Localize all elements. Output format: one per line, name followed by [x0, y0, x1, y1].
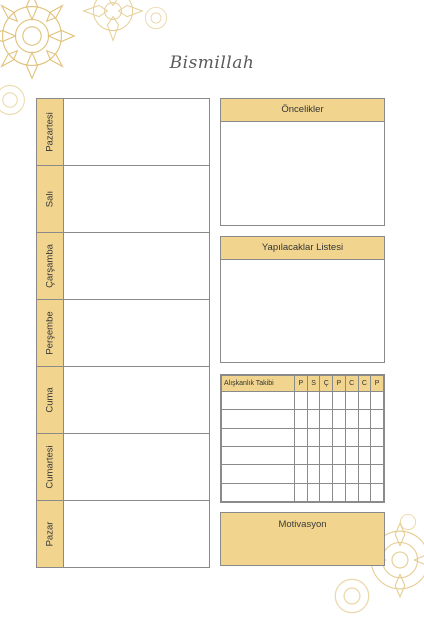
habit-check-cell[interactable]	[295, 465, 308, 483]
mandala-icon	[330, 574, 374, 618]
day-tab	[37, 300, 64, 366]
habit-check-cell[interactable]	[358, 446, 371, 464]
day-row-sunday[interactable]	[37, 501, 209, 567]
day-row-thursday[interactable]	[37, 300, 209, 367]
habit-check-cell[interactable]	[333, 483, 346, 501]
habit-header-row	[222, 376, 384, 392]
habit-check-cell[interactable]	[333, 428, 346, 446]
day-tab	[37, 367, 64, 433]
day-label: Perşembe	[44, 311, 56, 355]
habit-check-cell[interactable]	[295, 446, 308, 464]
mandala-ornament-bottom	[330, 574, 374, 618]
habit-row	[222, 446, 384, 464]
habit-day-initial: P	[295, 376, 308, 392]
habit-name-cell[interactable]	[222, 446, 295, 464]
mandala-ornament-top-small	[142, 4, 170, 32]
habit-check-cell[interactable]	[371, 392, 384, 410]
habit-check-cell[interactable]	[307, 483, 320, 501]
mandala-icon	[78, 0, 148, 46]
habit-check-cell[interactable]	[358, 410, 371, 428]
day-row-saturday[interactable]	[37, 434, 209, 501]
habit-check-cell[interactable]	[295, 410, 308, 428]
habit-check-cell[interactable]	[320, 428, 333, 446]
habit-check-cell[interactable]	[320, 392, 333, 410]
weekly-planner	[36, 98, 210, 568]
habit-check-cell[interactable]	[345, 483, 358, 501]
habit-check-cell[interactable]	[320, 410, 333, 428]
mandala-icon	[398, 512, 418, 532]
habit-check-cell[interactable]	[345, 428, 358, 446]
habit-check-cell[interactable]	[345, 446, 358, 464]
mandala-icon	[0, 82, 28, 118]
habit-check-cell[interactable]	[320, 465, 333, 483]
habit-name-cell[interactable]	[222, 428, 295, 446]
habit-day-initial: C	[358, 376, 371, 392]
habit-body	[222, 392, 384, 502]
priorities-box[interactable]	[220, 98, 385, 226]
habit-check-cell[interactable]	[333, 392, 346, 410]
habit-check-cell[interactable]	[371, 446, 384, 464]
day-tab	[37, 233, 64, 299]
motivation-label: Motivasyon	[278, 519, 327, 530]
habit-check-cell[interactable]	[307, 392, 320, 410]
habit-name-cell[interactable]	[222, 410, 295, 428]
day-label: Salı	[44, 190, 56, 208]
day-label: Cuma	[44, 387, 56, 413]
habit-tracker	[220, 374, 385, 503]
habit-day-initial: Ç	[320, 376, 333, 392]
habit-row	[222, 483, 384, 501]
habit-check-cell[interactable]	[307, 428, 320, 446]
habit-check-cell[interactable]	[358, 465, 371, 483]
habit-check-cell[interactable]	[307, 465, 320, 483]
day-tab	[37, 501, 64, 567]
habit-check-cell[interactable]	[295, 392, 308, 410]
mandala-ornament-right-small	[398, 512, 418, 532]
day-row-friday[interactable]	[37, 367, 209, 434]
habit-check-cell[interactable]	[345, 465, 358, 483]
day-tab	[37, 166, 64, 232]
day-label: Pazar	[44, 521, 56, 547]
habit-check-cell[interactable]	[307, 410, 320, 428]
todo-header: Yapılacaklar Listesi	[221, 237, 384, 260]
habit-row	[222, 410, 384, 428]
mandala-ornament-top	[78, 0, 148, 46]
day-row-wednesday[interactable]	[37, 233, 209, 300]
mandala-ornament-left	[0, 82, 28, 118]
habit-check-cell[interactable]	[333, 446, 346, 464]
habit-check-cell[interactable]	[333, 410, 346, 428]
habit-day-initial: C	[345, 376, 358, 392]
habit-check-cell[interactable]	[371, 483, 384, 501]
habit-check-cell[interactable]	[345, 410, 358, 428]
habit-check-cell[interactable]	[320, 483, 333, 501]
todo-box[interactable]	[220, 236, 385, 363]
day-row-monday[interactable]	[37, 99, 209, 166]
habit-check-cell[interactable]	[295, 428, 308, 446]
habit-name-cell[interactable]	[222, 465, 295, 483]
day-row-tuesday[interactable]	[37, 166, 209, 233]
habit-check-cell[interactable]	[358, 392, 371, 410]
day-label: Pazartesi	[44, 112, 56, 152]
habit-check-cell[interactable]	[307, 446, 320, 464]
habit-check-cell[interactable]	[371, 465, 384, 483]
habit-check-cell[interactable]	[345, 392, 358, 410]
habit-check-cell[interactable]	[358, 483, 371, 501]
day-tab	[37, 99, 64, 165]
habit-day-initial: S	[307, 376, 320, 392]
day-label: Çarşamba	[44, 244, 56, 288]
page-title: Bismillah	[169, 53, 255, 73]
habit-day-initial: P	[333, 376, 346, 392]
habit-check-cell[interactable]	[371, 428, 384, 446]
day-label: Cumartesi	[44, 445, 56, 489]
habit-name-cell[interactable]	[222, 392, 295, 410]
day-tab	[37, 434, 64, 500]
habit-check-cell[interactable]	[371, 410, 384, 428]
habit-check-cell[interactable]	[295, 483, 308, 501]
mandala-icon	[142, 4, 170, 32]
habit-check-cell[interactable]	[333, 465, 346, 483]
priorities-header: Öncelikler	[221, 99, 384, 122]
motivation-box[interactable]	[220, 512, 385, 566]
habit-check-cell[interactable]	[358, 428, 371, 446]
habit-check-cell[interactable]	[320, 446, 333, 464]
habit-table	[221, 375, 384, 502]
habit-day-initial: P	[371, 376, 384, 392]
habit-name-cell[interactable]	[222, 483, 295, 501]
habit-header-label: Alışkanlık Takibi	[222, 376, 295, 392]
habit-row	[222, 465, 384, 483]
habit-row	[222, 428, 384, 446]
habit-row	[222, 392, 384, 410]
